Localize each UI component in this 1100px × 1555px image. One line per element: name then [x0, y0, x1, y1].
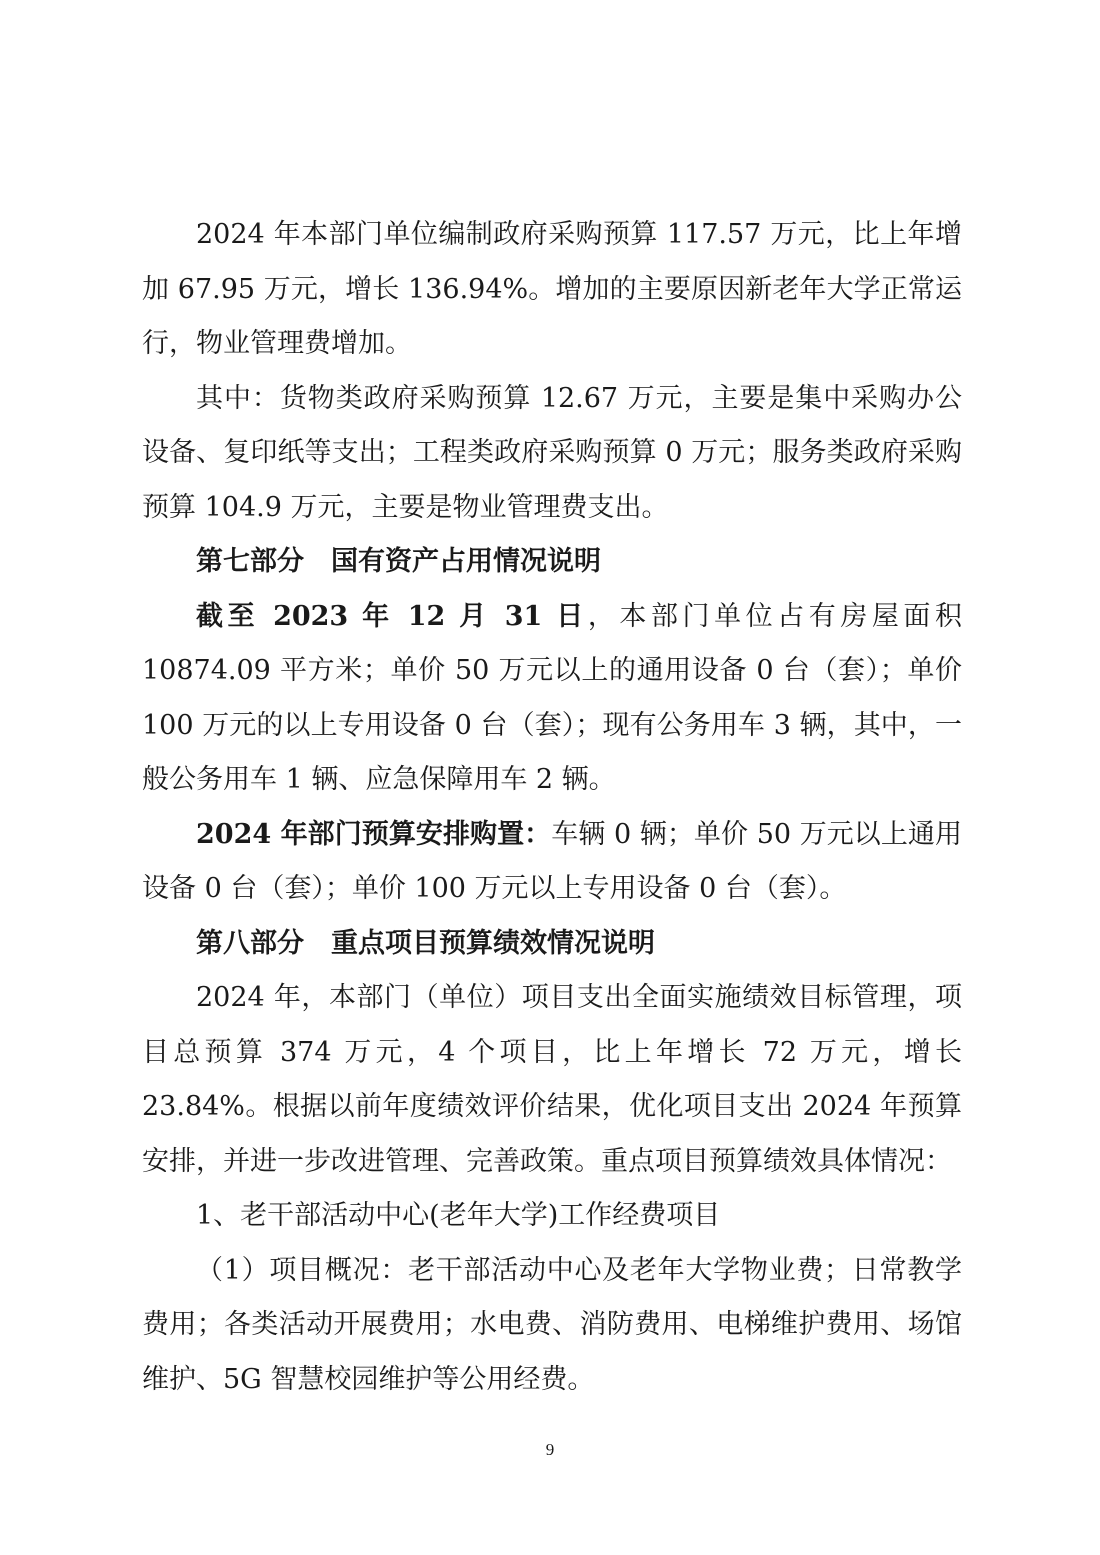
paragraph-project-title: 1、老干部活动中心(老年大学)工作经费项目: [196, 1200, 721, 1231]
paragraph-project-overview: （1）项目概况：老干部活动中心及老年大学物业费；日常教学费用；各类活动开展费用；水电费、消防费用、电梯维护费用、场馆维护、5G 智慧校园维护等公用经费。: [142, 1254, 962, 1395]
paragraph-performance: 2024 年，本部门（单位）项目支出全面实施绩效目标管理，项目总预算 374 万元，4 个项目，比上年增长 72 万元，增长 23.84%。根据以前年度绩效评价结果，优化项目支出 2024 年预算安排，并进一步改进管理、完善政策。重点项目预算绩效具体情况：: [142, 982, 962, 1177]
paragraph-procurement-budget: 2024 年本部门单位编制政府采购预算 117.57 万元，比上年增加 67.95 万元，增长 136.94%。增加的主要原因新老年大学正常运行，物业管理费增加。: [142, 219, 962, 359]
section-heading-8: 第八部分 重点项目预算绩效情况说明: [196, 927, 655, 959]
page-number: 9: [545, 1440, 555, 1459]
section-heading-7: 第七部分 国有资产占用情况说明: [196, 546, 601, 577]
paragraph-purchases: [142, 808, 962, 917]
paragraph-assets: [142, 590, 962, 808]
assets-date-lead: 截至 2023 年 12 月 31 日: [196, 600, 588, 632]
document-body: [142, 208, 962, 1407]
purchases-detail: 车辆 0 辆；单价 50 万元以上通用设备 0 台（套）；单价 100 万元以上专用设备 0 台（套）。: [142, 818, 962, 904]
purchases-lead: 2024 年部门预算安排购置：: [196, 818, 552, 850]
assets-detail: ，本部门单位占有房屋面积 10874.09 平方米；单价 50 万元以上的通用设备 0 台（套）；单价 100 万元的以上专用设备 0 台（套）；现有公务用车 3 辆，其中，一般公务用车 1 辆、应急保障用车 2 辆。: [142, 600, 962, 795]
paragraph-procurement-breakdown: 其中：货物类政府采购预算 12.67 万元，主要是集中采购办公设备、复印纸等支出；工程类政府采购预算 0 万元；服务类政府采购预算 104.9 万元，主要是物业管理费支出。: [142, 382, 962, 523]
